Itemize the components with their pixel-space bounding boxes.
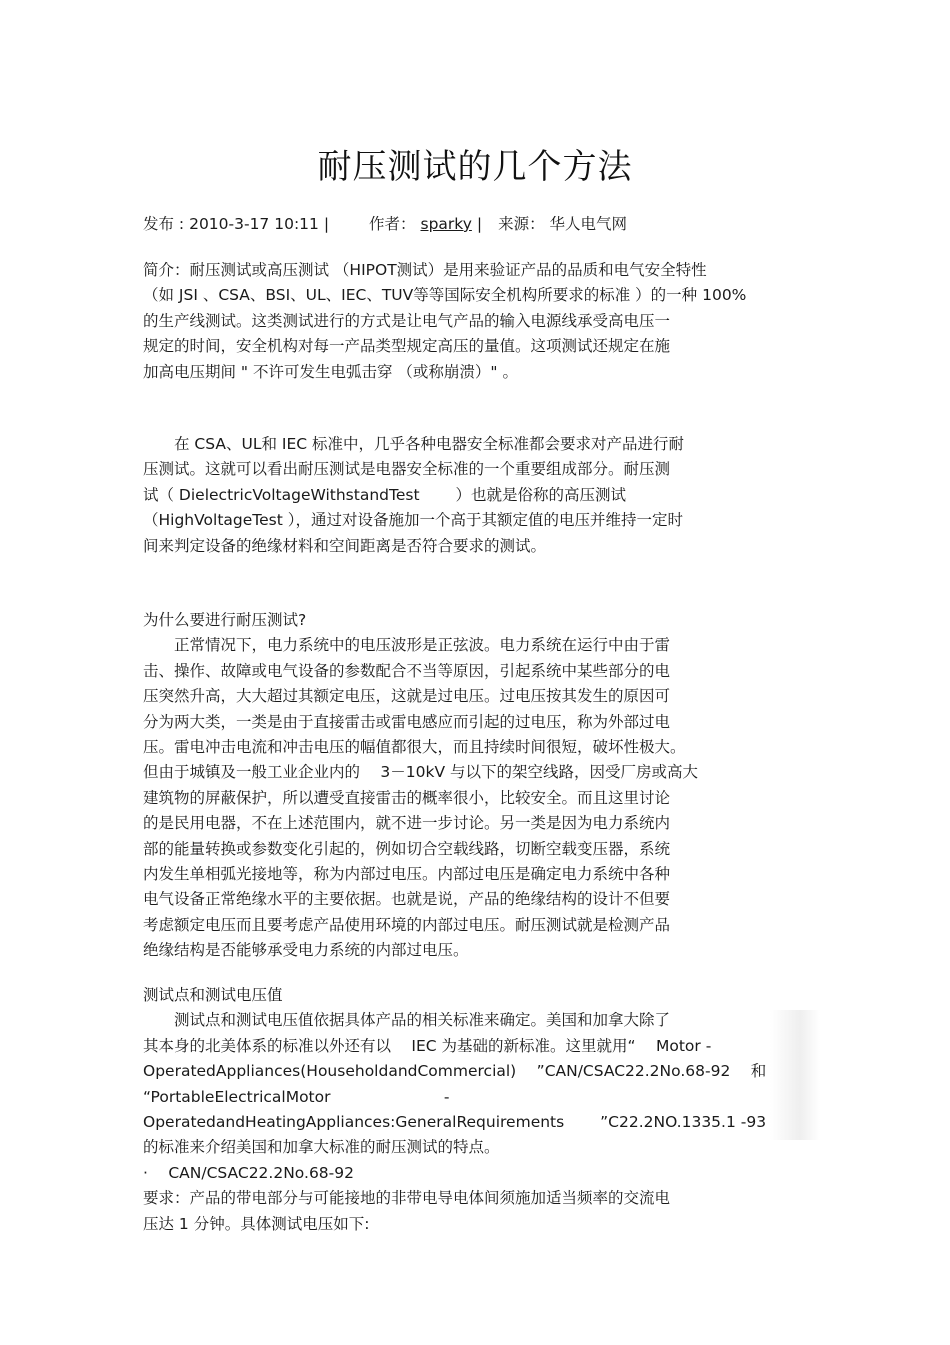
text-line: 建筑物的屏蔽保护，所以遭受直接雷击的概率很小，比较安全。而且这里讨论: [143, 788, 671, 807]
text-line: 分为两大类，一类是由于直接雷击或雷电感应而引起的过电压，称为外部过电: [143, 712, 671, 731]
text-line: 简介：耐压测试或高压测试 （HIPOT测试）是用来验证产品的品质和电气安全特性: [143, 261, 707, 279]
text-line: 压突然升高，大大超过其额定电压，这就是过电压。过电压按其发生的原因可: [143, 687, 671, 706]
text-line: 的是民用电器，不在上述范围内，就不进一步讨论。另一类是因为电力系统内: [143, 814, 671, 833]
text-line: OperatedAppliances(HouseholdandCommercial) ”CAN/CSAC22.2No.68-92 和: [143, 1062, 767, 1081]
text-line: 的标准来介绍美国和加拿大标准的耐压测试的特点。: [143, 1138, 500, 1157]
text-line: 试（ DielectricVoltageWithstandTest ）也就是俗称的高压测试: [143, 485, 626, 504]
text-line: · CAN/CSAC22.2No.68-92: [143, 1163, 354, 1182]
text-line: 规定的时间，安全机构对每一产品类型规定高压的量值。这项测试还规定在施: [143, 337, 671, 356]
section-heading: 测试点和测试电压值: [143, 986, 283, 1004]
author-label: 作者：: [369, 215, 416, 233]
text-line: 在 CSA、UL和 IEC 标准中，几乎各种电器安全标准都会要求对产品进行耐: [143, 435, 685, 453]
text-line: OperatedandHeatingAppliances:GeneralRequirements ”C22.2NO.1335.1 -93: [143, 1112, 767, 1131]
text-line: 测试点和测试电压值依据具体产品的相关标准来确定。美国和加拿大除了: [143, 1011, 671, 1030]
text-line: 但由于城镇及一般工业企业内的 3－10kV 与以下的架空线路，因受厂房或高大: [143, 763, 699, 782]
source-label: 来源：: [498, 215, 545, 233]
article-meta: [143, 212, 627, 237]
text-line: 要求：产品的带电部分与可能接地的非带电导电体间须施加适当频率的交流电: [143, 1189, 671, 1208]
text-line: “PortableElectricalMotor -: [143, 1087, 450, 1106]
text-line: 绝缘结构是否能够承受电力系统的内部过电压。: [143, 941, 469, 960]
text-line: 击、操作、故障或电气设备的参数配合不当等原因，引起系统中某些部分的电: [143, 661, 671, 680]
source-name: 华人电气网: [549, 215, 628, 233]
text-line: 加高电压期间 " 不许可发生电弧击穿 （或称崩溃）" 。: [143, 362, 518, 381]
text-line: 内发生单相弧光接地等，称为内部过电压。内部过电压是确定电力系统中各种: [143, 864, 671, 883]
text-line: 压。雷电冲击电流和冲击电压的幅值都很大，而且持续时间很短，破坏性极大。: [143, 737, 686, 756]
author-link[interactable]: sparky: [420, 215, 472, 233]
intro-paragraph: [143, 258, 823, 385]
section-why-test: [143, 608, 823, 963]
text-line: （如 JSI 、CSA、BSI、UL、IEC、TUV等等国际安全机构所要求的标准 ）的一种 100%: [143, 286, 747, 305]
text-line: 考虑额定电压而且要考虑产品使用环境的内部过电压。耐压测试就是检测产品: [143, 915, 671, 934]
section-test-points: [143, 983, 823, 1237]
section-heading: 为什么要进行耐压测试?: [143, 611, 307, 629]
text-line: 间来判定设备的绝缘材料和空间距离是否符合要求的测试。: [143, 536, 547, 555]
text-line: 其本身的北美体系的标准以外还有以 IEC 为基础的新标准。这里就用“ Motor -: [143, 1036, 712, 1055]
text-line: 正常情况下，电力系统中的电压波形是正弦波。电力系统在运行中由于雷: [143, 636, 671, 655]
page-title: 耐压测试的几个方法: [317, 147, 633, 187]
text-line: 电气设备正常绝缘水平的主要依据。也就是说，产品的绝缘结构的设计不但要: [143, 890, 671, 909]
text-line: 的生产线测试。这类测试进行的方式是让电气产品的输入电源线承受高电压一: [143, 311, 671, 330]
text-line: 部的能量转换或参数变化引起的，例如切合空载线路，切断空载变压器，系统: [143, 839, 671, 858]
standards-paragraph: [143, 432, 823, 559]
text-line: 压测试。这就可以看出耐压测试是电器安全标准的一个重要组成部分。耐压测: [143, 460, 671, 479]
text-line: （HighVoltageTest ），通过对设备施加一个高于其额定值的电压并维持一定时: [143, 511, 683, 530]
publish-date: 发布 : 2010-3-17 10:11 |: [143, 215, 330, 233]
text-line: 压达 1 分钟。具体测试电压如下:: [143, 1214, 370, 1233]
meta-separator: |: [476, 215, 483, 233]
